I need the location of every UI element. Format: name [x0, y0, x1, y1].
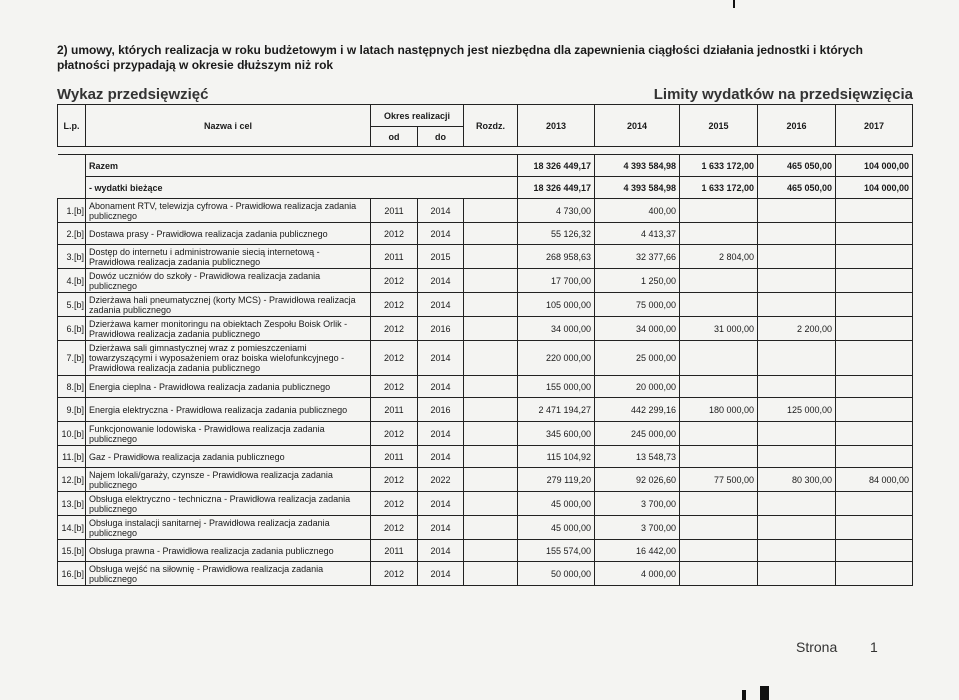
row-2013: 45 000,00 [518, 516, 595, 540]
row-lp: 16.[b] [58, 562, 86, 586]
row-do: 2014 [418, 293, 464, 317]
header-od: od [371, 127, 418, 147]
row-name: Obsługa prawna - Prawidłowa realizacja zadania publicznego [86, 540, 371, 562]
row-2017 [836, 199, 913, 223]
table-row [58, 468, 913, 492]
summary-2013: 18 326 449,17 [518, 177, 595, 199]
row-2014: 400,00 [595, 199, 680, 223]
row-lp: 8.[b] [58, 376, 86, 398]
row-rozdz [464, 540, 518, 562]
table-row [58, 293, 913, 317]
scan-mark [742, 690, 746, 700]
row-lp: 7.[b] [58, 341, 86, 376]
row-2017 [836, 422, 913, 446]
row-2016 [758, 562, 836, 586]
row-2014: 3 700,00 [595, 516, 680, 540]
row-2017: 84 000,00 [836, 468, 913, 492]
summary-2017: 104 000,00 [836, 155, 913, 177]
row-name: Obsługa wejść na siłownię - Prawidłowa realizacja zadania publicznego [86, 562, 371, 586]
table-row [58, 492, 913, 516]
row-2015 [680, 516, 758, 540]
row-2015: 77 500,00 [680, 468, 758, 492]
table-row [58, 245, 913, 269]
row-od: 2012 [371, 317, 418, 341]
row-name: Obsługa instalacji sanitarnej - Prawidłowa realizacja zadania publicznego [86, 516, 371, 540]
page-number: 1 [870, 639, 878, 655]
row-name: Dostęp do internetu i administrowanie siecią internetową - Prawidłowa realizacja zadania publicznego [86, 245, 371, 269]
row-2017 [836, 516, 913, 540]
row-lp: 2.[b] [58, 223, 86, 245]
row-do: 2016 [418, 317, 464, 341]
table-row [58, 199, 913, 223]
row-do: 2022 [418, 468, 464, 492]
spacer-row [58, 147, 913, 155]
row-2017 [836, 562, 913, 586]
row-2017 [836, 245, 913, 269]
row-name: Energia elektryczna - Prawidłowa realizacja zadania publicznego [86, 398, 371, 422]
row-do: 2014 [418, 422, 464, 446]
row-rozdz [464, 446, 518, 468]
row-lp: 14.[b] [58, 516, 86, 540]
table-row [58, 398, 913, 422]
row-2017 [836, 492, 913, 516]
row-name: Abonament RTV, telewizja cyfrowa - Prawidłowa realizacja zadania publicznego [86, 199, 371, 223]
row-2017 [836, 223, 913, 245]
row-od: 2012 [371, 562, 418, 586]
summary-label: - wydatki bieżące [86, 177, 518, 199]
row-od: 2012 [371, 468, 418, 492]
row-name: Dzierżawa sali gimnastycznej wraz z pomieszczeniami towarzyszącymi i wyposażeniem oraz boiska wielofunkcyjnego - Prawidłowa realizacja zadania publicznego [86, 341, 371, 376]
header-rozdz: Rozdz. [464, 105, 518, 147]
row-2016: 2 200,00 [758, 317, 836, 341]
table-row [58, 422, 913, 446]
row-2015 [680, 293, 758, 317]
row-2017 [836, 293, 913, 317]
header-2014: 2014 [595, 105, 680, 147]
row-2016 [758, 376, 836, 398]
row-2013: 268 958,63 [518, 245, 595, 269]
row-name: Dzierżawa kamer monitoringu na obiektach Zespołu Boisk Orlik - Prawidłowa realizacja zadania publicznego [86, 317, 371, 341]
limits-title: Limity wydatków na przedsięwzięcia [653, 86, 913, 103]
row-2014: 245 000,00 [595, 422, 680, 446]
row-2013: 50 000,00 [518, 562, 595, 586]
row-lp: 11.[b] [58, 446, 86, 468]
table-row [58, 317, 913, 341]
row-2017 [836, 269, 913, 293]
row-lp: 6.[b] [58, 317, 86, 341]
row-do: 2014 [418, 492, 464, 516]
row-rozdz [464, 245, 518, 269]
row-do: 2016 [418, 398, 464, 422]
table-row [58, 446, 913, 468]
summary-2015: 1 633 172,00 [680, 155, 758, 177]
section-title: Wykaz przedsięwzięć [57, 86, 209, 103]
row-2016 [758, 540, 836, 562]
row-od: 2012 [371, 341, 418, 376]
row-name: Najem lokali/garaży, czynsze - Prawidłowa realizacja zadania publicznego [86, 468, 371, 492]
row-2013: 34 000,00 [518, 317, 595, 341]
row-name: Gaz - Prawidłowa realizacja zadania publicznego [86, 446, 371, 468]
row-do: 2014 [418, 446, 464, 468]
row-name: Obsługa elektryczno - techniczna - Prawidłowa realizacja zadania publicznego [86, 492, 371, 516]
row-lp: 5.[b] [58, 293, 86, 317]
header-row [58, 105, 913, 127]
row-2014: 13 548,73 [595, 446, 680, 468]
row-od: 2011 [371, 540, 418, 562]
row-2016 [758, 341, 836, 376]
row-2014: 25 000,00 [595, 341, 680, 376]
row-rozdz [464, 376, 518, 398]
row-name: Energia cieplna - Prawidłowa realizacja zadania publicznego [86, 376, 371, 398]
header-2017: 2017 [836, 105, 913, 147]
row-od: 2012 [371, 422, 418, 446]
row-lp: 1.[b] [58, 199, 86, 223]
row-2015 [680, 492, 758, 516]
row-2016: 125 000,00 [758, 398, 836, 422]
row-do: 2014 [418, 341, 464, 376]
summary-2016: 465 050,00 [758, 155, 836, 177]
row-lp: 10.[b] [58, 422, 86, 446]
row-2016 [758, 245, 836, 269]
row-name: Funkcjonowanie lodowiska - Prawidłowa realizacja zadania publicznego [86, 422, 371, 446]
row-2016 [758, 199, 836, 223]
table-row [58, 540, 913, 562]
row-rozdz [464, 341, 518, 376]
row-rozdz [464, 269, 518, 293]
row-lp: 12.[b] [58, 468, 86, 492]
row-2014: 16 442,00 [595, 540, 680, 562]
table-row [58, 223, 913, 245]
row-2013: 2 471 194,27 [518, 398, 595, 422]
row-2014: 20 000,00 [595, 376, 680, 398]
header-do: do [418, 127, 464, 147]
row-2014: 92 026,60 [595, 468, 680, 492]
row-lp: 15.[b] [58, 540, 86, 562]
row-do: 2014 [418, 199, 464, 223]
summary-2016: 465 050,00 [758, 177, 836, 199]
row-name: Dowóz uczniów do szkoły - Prawidłowa realizacja zadania publicznego [86, 269, 371, 293]
row-2016 [758, 269, 836, 293]
summary-blank [58, 177, 86, 199]
row-2015 [680, 223, 758, 245]
row-name: Dzierżawa hali pneumatycznej (korty MCS) - Prawidłowa realizacja zadania publicznego [86, 293, 371, 317]
row-rozdz [464, 293, 518, 317]
row-2015 [680, 562, 758, 586]
row-rozdz [464, 516, 518, 540]
row-2013: 105 000,00 [518, 293, 595, 317]
row-od: 2011 [371, 245, 418, 269]
table-row [58, 562, 913, 586]
row-do: 2014 [418, 540, 464, 562]
summary-2014: 4 393 584,98 [595, 177, 680, 199]
row-do: 2014 [418, 223, 464, 245]
row-rozdz [464, 223, 518, 245]
row-2013: 155 000,00 [518, 376, 595, 398]
row-2013: 279 119,20 [518, 468, 595, 492]
row-rozdz [464, 468, 518, 492]
row-2014: 34 000,00 [595, 317, 680, 341]
row-2013: 115 104,92 [518, 446, 595, 468]
table-row [58, 376, 913, 398]
row-2017 [836, 398, 913, 422]
row-od: 2012 [371, 492, 418, 516]
row-2013: 17 700,00 [518, 269, 595, 293]
row-od: 2012 [371, 293, 418, 317]
header-2015: 2015 [680, 105, 758, 147]
row-name: Dostawa prasy - Prawidłowa realizacja zadania publicznego [86, 223, 371, 245]
table-row [58, 341, 913, 376]
row-lp: 3.[b] [58, 245, 86, 269]
row-2017 [836, 376, 913, 398]
row-2016 [758, 516, 836, 540]
row-2015: 31 000,00 [680, 317, 758, 341]
summary-row-current [58, 177, 913, 199]
row-2015: 2 804,00 [680, 245, 758, 269]
row-do: 2015 [418, 245, 464, 269]
row-2015: 180 000,00 [680, 398, 758, 422]
row-rozdz [464, 422, 518, 446]
summary-2017: 104 000,00 [836, 177, 913, 199]
intro-text: 2) umowy, których realizacja w roku budżetowym i w latach następnych jest niezbędna dla zapewnienia ciągłości działania jednostki i których płatności przypadają w okresie dłuższym niż rok [57, 43, 864, 72]
summary-2014: 4 393 584,98 [595, 155, 680, 177]
row-2014: 32 377,66 [595, 245, 680, 269]
row-lp: 9.[b] [58, 398, 86, 422]
scan-mark [733, 0, 735, 8]
row-rozdz [464, 562, 518, 586]
page-label: Strona [796, 639, 838, 655]
row-2013: 345 600,00 [518, 422, 595, 446]
row-2013: 155 574,00 [518, 540, 595, 562]
header-name: Nazwa i cel [86, 105, 371, 147]
row-2017 [836, 341, 913, 376]
header-okres: Okres realizacji [371, 105, 464, 127]
row-2013: 220 000,00 [518, 341, 595, 376]
table-row [58, 516, 913, 540]
row-2017 [836, 317, 913, 341]
row-do: 2014 [418, 562, 464, 586]
row-do: 2014 [418, 376, 464, 398]
row-rozdz [464, 199, 518, 223]
row-2015 [680, 376, 758, 398]
header-2013: 2013 [518, 105, 595, 147]
row-2017 [836, 540, 913, 562]
row-od: 2012 [371, 516, 418, 540]
row-do: 2014 [418, 269, 464, 293]
summary-row-total [58, 155, 913, 177]
row-2016 [758, 492, 836, 516]
header-2016: 2016 [758, 105, 836, 147]
row-2015 [680, 341, 758, 376]
row-rozdz [464, 492, 518, 516]
row-od: 2011 [371, 446, 418, 468]
row-2015 [680, 422, 758, 446]
row-rozdz [464, 398, 518, 422]
row-2016 [758, 293, 836, 317]
row-2014: 75 000,00 [595, 293, 680, 317]
row-2016 [758, 223, 836, 245]
row-2017 [836, 446, 913, 468]
row-2016 [758, 422, 836, 446]
row-lp: 4.[b] [58, 269, 86, 293]
row-2015 [680, 269, 758, 293]
row-2016 [758, 446, 836, 468]
row-2013: 45 000,00 [518, 492, 595, 516]
row-od: 2012 [371, 376, 418, 398]
row-2014: 1 250,00 [595, 269, 680, 293]
summary-2015: 1 633 172,00 [680, 177, 758, 199]
row-do: 2014 [418, 516, 464, 540]
summary-blank [58, 155, 86, 177]
summary-label: Razem [86, 155, 518, 177]
row-od: 2011 [371, 199, 418, 223]
row-lp: 13.[b] [58, 492, 86, 516]
row-od: 2012 [371, 223, 418, 245]
row-od: 2011 [371, 398, 418, 422]
header-lp: L.p. [58, 105, 86, 147]
row-2015 [680, 199, 758, 223]
summary-2013: 18 326 449,17 [518, 155, 595, 177]
projects-table [57, 104, 913, 586]
row-od: 2012 [371, 269, 418, 293]
table-row [58, 269, 913, 293]
row-2014: 442 299,16 [595, 398, 680, 422]
scan-mark [760, 686, 769, 700]
row-2015 [680, 540, 758, 562]
row-2014: 3 700,00 [595, 492, 680, 516]
row-2015 [680, 446, 758, 468]
row-2013: 55 126,32 [518, 223, 595, 245]
row-2013: 4 730,00 [518, 199, 595, 223]
row-2014: 4 413,37 [595, 223, 680, 245]
row-2016: 80 300,00 [758, 468, 836, 492]
row-2014: 4 000,00 [595, 562, 680, 586]
row-rozdz [464, 317, 518, 341]
